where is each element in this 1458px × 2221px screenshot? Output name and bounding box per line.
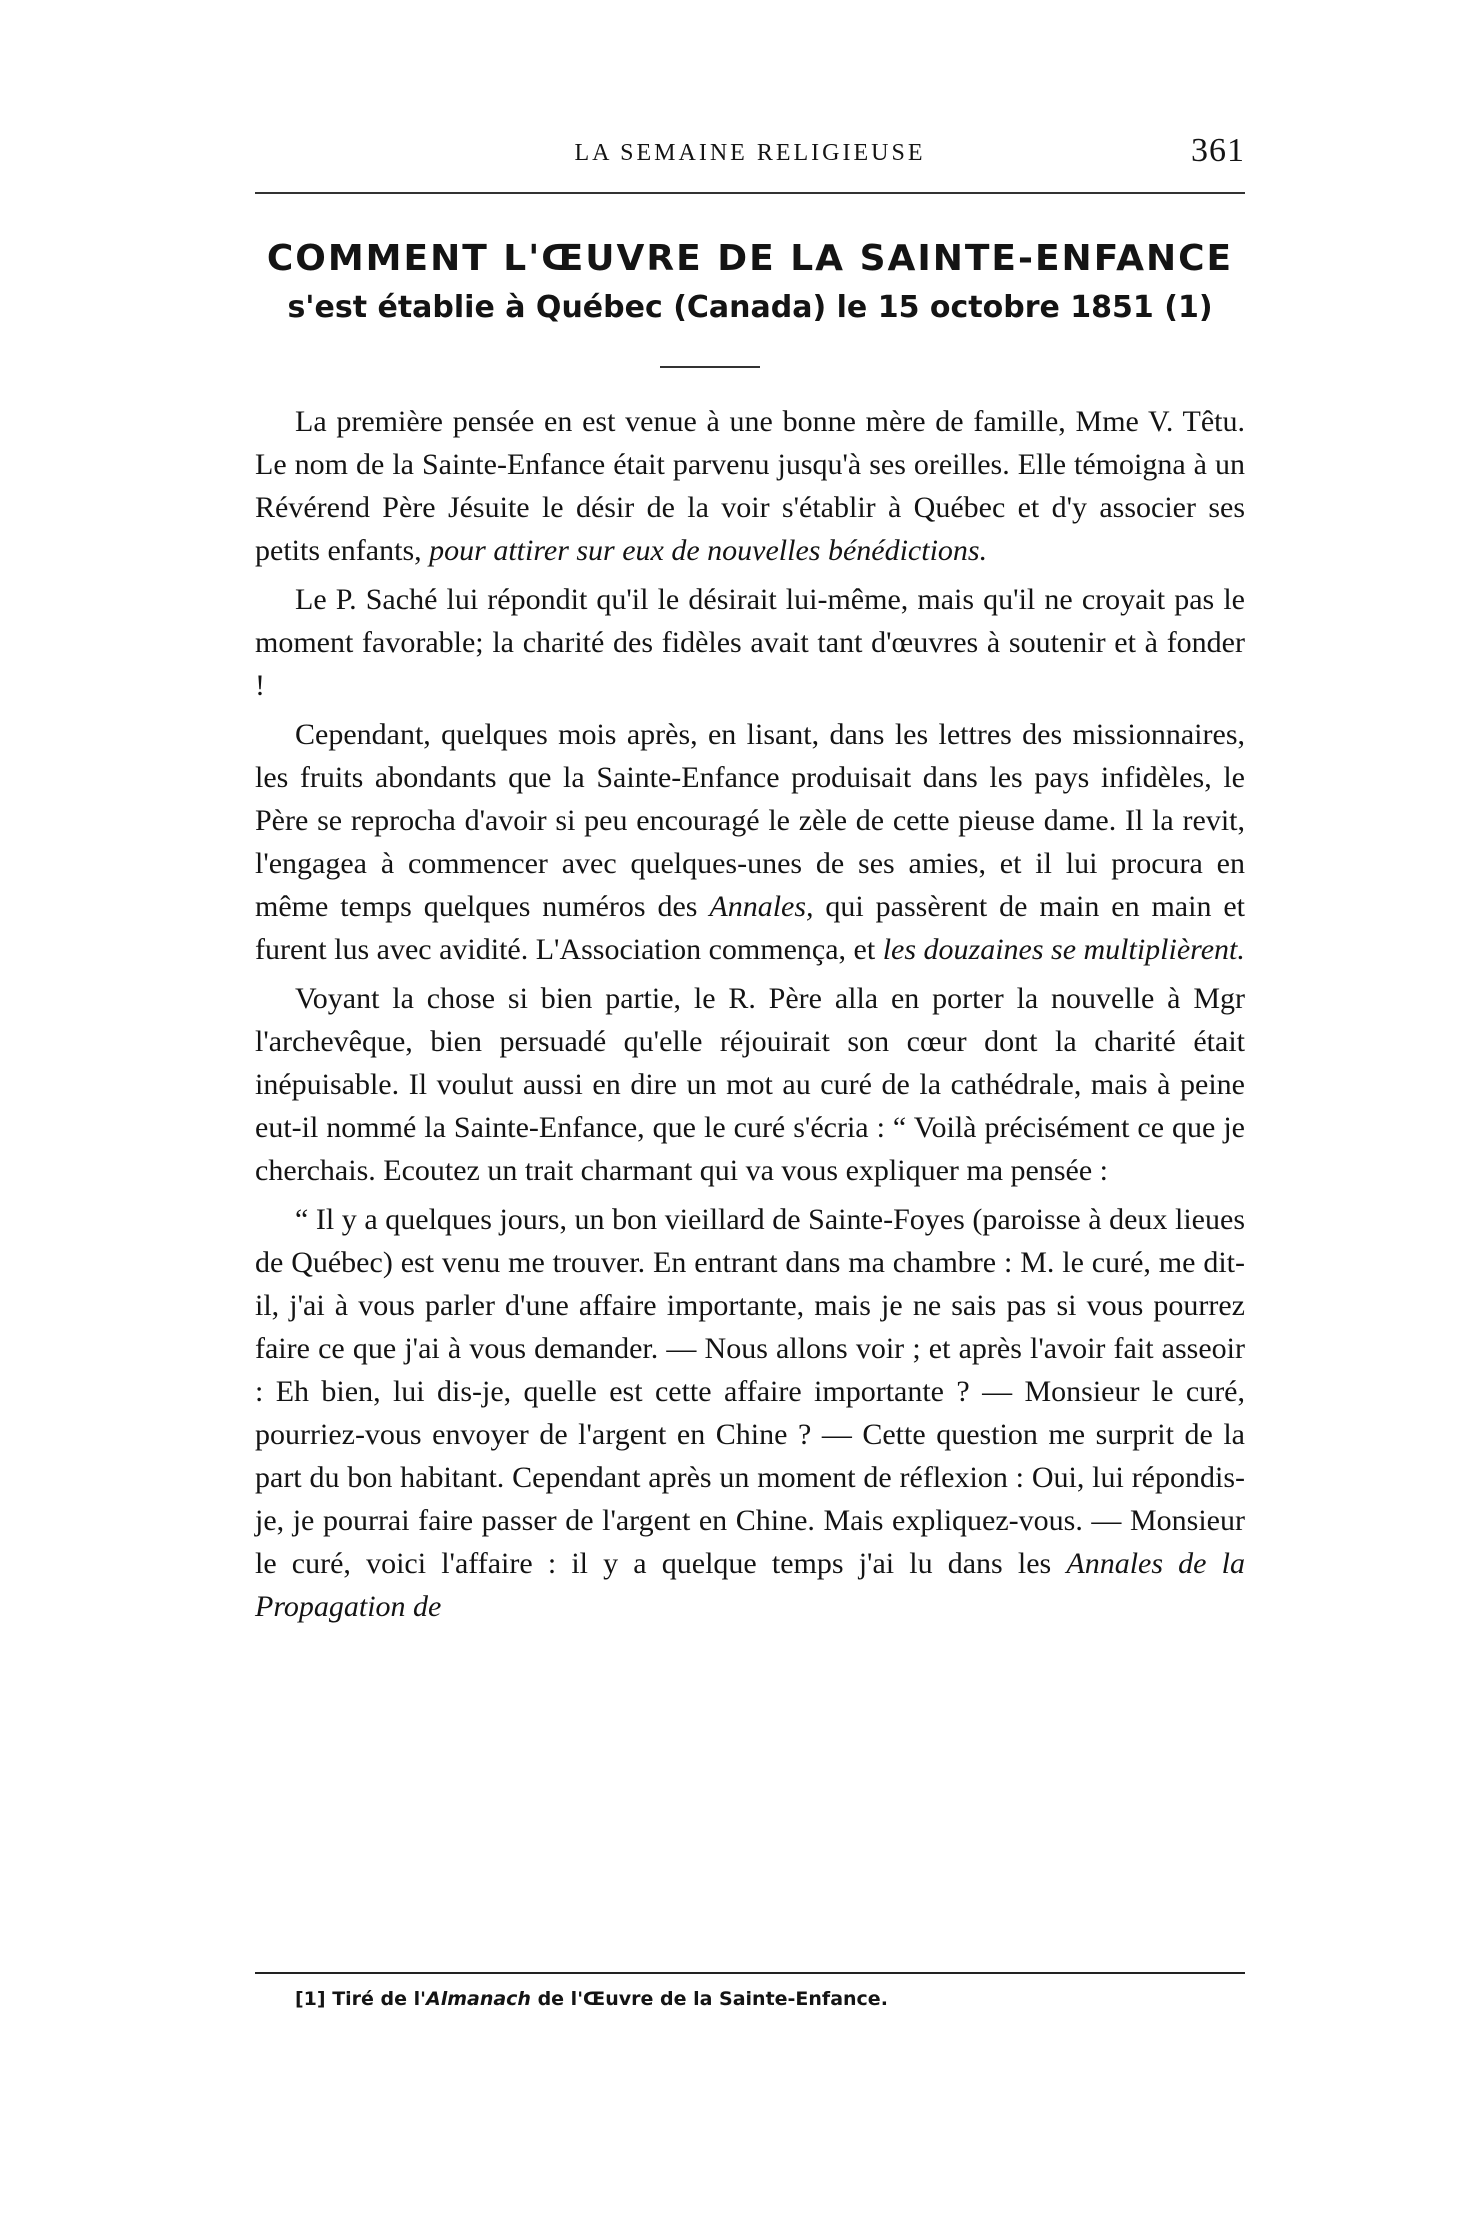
paragraph-4	[255, 977, 1245, 1192]
paragraph-2	[255, 578, 1245, 707]
paragraph-text: qui passèrent de main en main et furent lus avec avidité. L'Association commença, et	[255, 890, 1245, 966]
paragraph-text: “ Il y a quelques jours, un bon vieillard de Sainte-Foyes (paroisse à deux lieues de Québec) est venu me trouver. En entrant dans ma chambre : M. le curé, me dit-il, j'ai à vous parler d'une affaire importante, mais je ne sais pas si vous pourrez faire ce que j'ai à vous demander. — Nous allons voir ; et après l'avoir fait asseoir : Eh bien, lui dis-je, quelle est cette affaire importante ? — Monsieur le curé, pourriez-vous envoyer de l'argent en Chine ? — Cette question me surprit de la part du bon habitant. Cependant après un moment de réflexion : Oui, lui répondis-je, je pourrai faire passer de l'argent en Chine. Mais expliquez-vous. — Monsieur le curé, voici l'affaire : il y a quelque temps j'ai lu dans les	[255, 1203, 1245, 1580]
italic-phrase: Annales de la Propagation de	[255, 1547, 1245, 1623]
footnote-italic: Almanach	[425, 1988, 531, 2010]
page-number: 361	[1191, 132, 1245, 169]
header-rule	[255, 192, 1245, 194]
footnote-text: de l'Œuvre de la Sainte-Enfance.	[530, 1988, 888, 2010]
article-title: COMMENT L'ŒUVRE DE LA SAINTE-ENFANCE	[266, 238, 1234, 279]
footnote	[295, 1988, 1245, 2010]
paragraph-1	[255, 400, 1245, 572]
paragraph-5	[255, 1198, 1245, 1628]
paragraph-3	[255, 713, 1245, 971]
running-head	[255, 130, 1245, 170]
italic-phrase: Annales,	[709, 890, 814, 923]
article-subtitle: s'est établie à Québec (Canada) le 15 octobre 1851 (1)	[287, 290, 1213, 325]
document-page	[255, 130, 1245, 2010]
paragraph-text: Le P. Saché lui répondit qu'il le désirait lui-même, mais qu'il ne croyait pas le moment favorable; la charité des fidèles avait tant d'œuvres à soutenir et à fonder !	[255, 583, 1245, 702]
article-body	[255, 400, 1245, 1634]
title-separator	[660, 366, 760, 368]
footnote-text: [1] Tiré de l'	[295, 1988, 426, 2010]
paragraph-text: Cependant, quelques mois après, en lisant, dans les lettres des missionnaires, les fruits abondants que la Sainte-Enfance produisait dans les pays infidèles, le Père se reprocha d'avoir si peu encouragé le zèle de cette pieuse dame. Il la revit, l'engagea à commencer avec quelques-unes de ses amies, et il lui procura en même temps quelques numéros des	[255, 718, 1245, 923]
italic-phrase: pour attirer sur eux de nouvelles bénédictions.	[429, 534, 988, 567]
footnote-rule	[255, 1972, 1245, 1974]
paragraph-text: Voyant la chose si bien partie, le R. Père alla en porter la nouvelle à Mgr l'archevêque, bien persuadé qu'elle réjouirait son cœur dont la charité était inépuisable. Il voulut aussi en dire un mot au curé de la cathédrale, mais à peine eut-il nommé la Sainte-Enfance, que le curé s'écria : “ Voilà précisément ce que je cherchais. Ecoutez un trait charmant qui va vous expliquer ma pensée :	[255, 982, 1245, 1187]
paragraph-text: La première pensée en est venue à une bonne mère de famille, Mme V. Têtu. Le nom de la Sainte-Enfance était parvenu jusqu'à ses oreilles. Elle témoigna à un Révérend Père Jésuite le désir de la voir s'établir à Québec et d'y associer ses petits enfants,	[255, 405, 1245, 567]
italic-phrase: les douzaines se multiplièrent.	[882, 933, 1245, 966]
running-title: LA SEMAINE RELIGIEUSE	[574, 140, 926, 166]
